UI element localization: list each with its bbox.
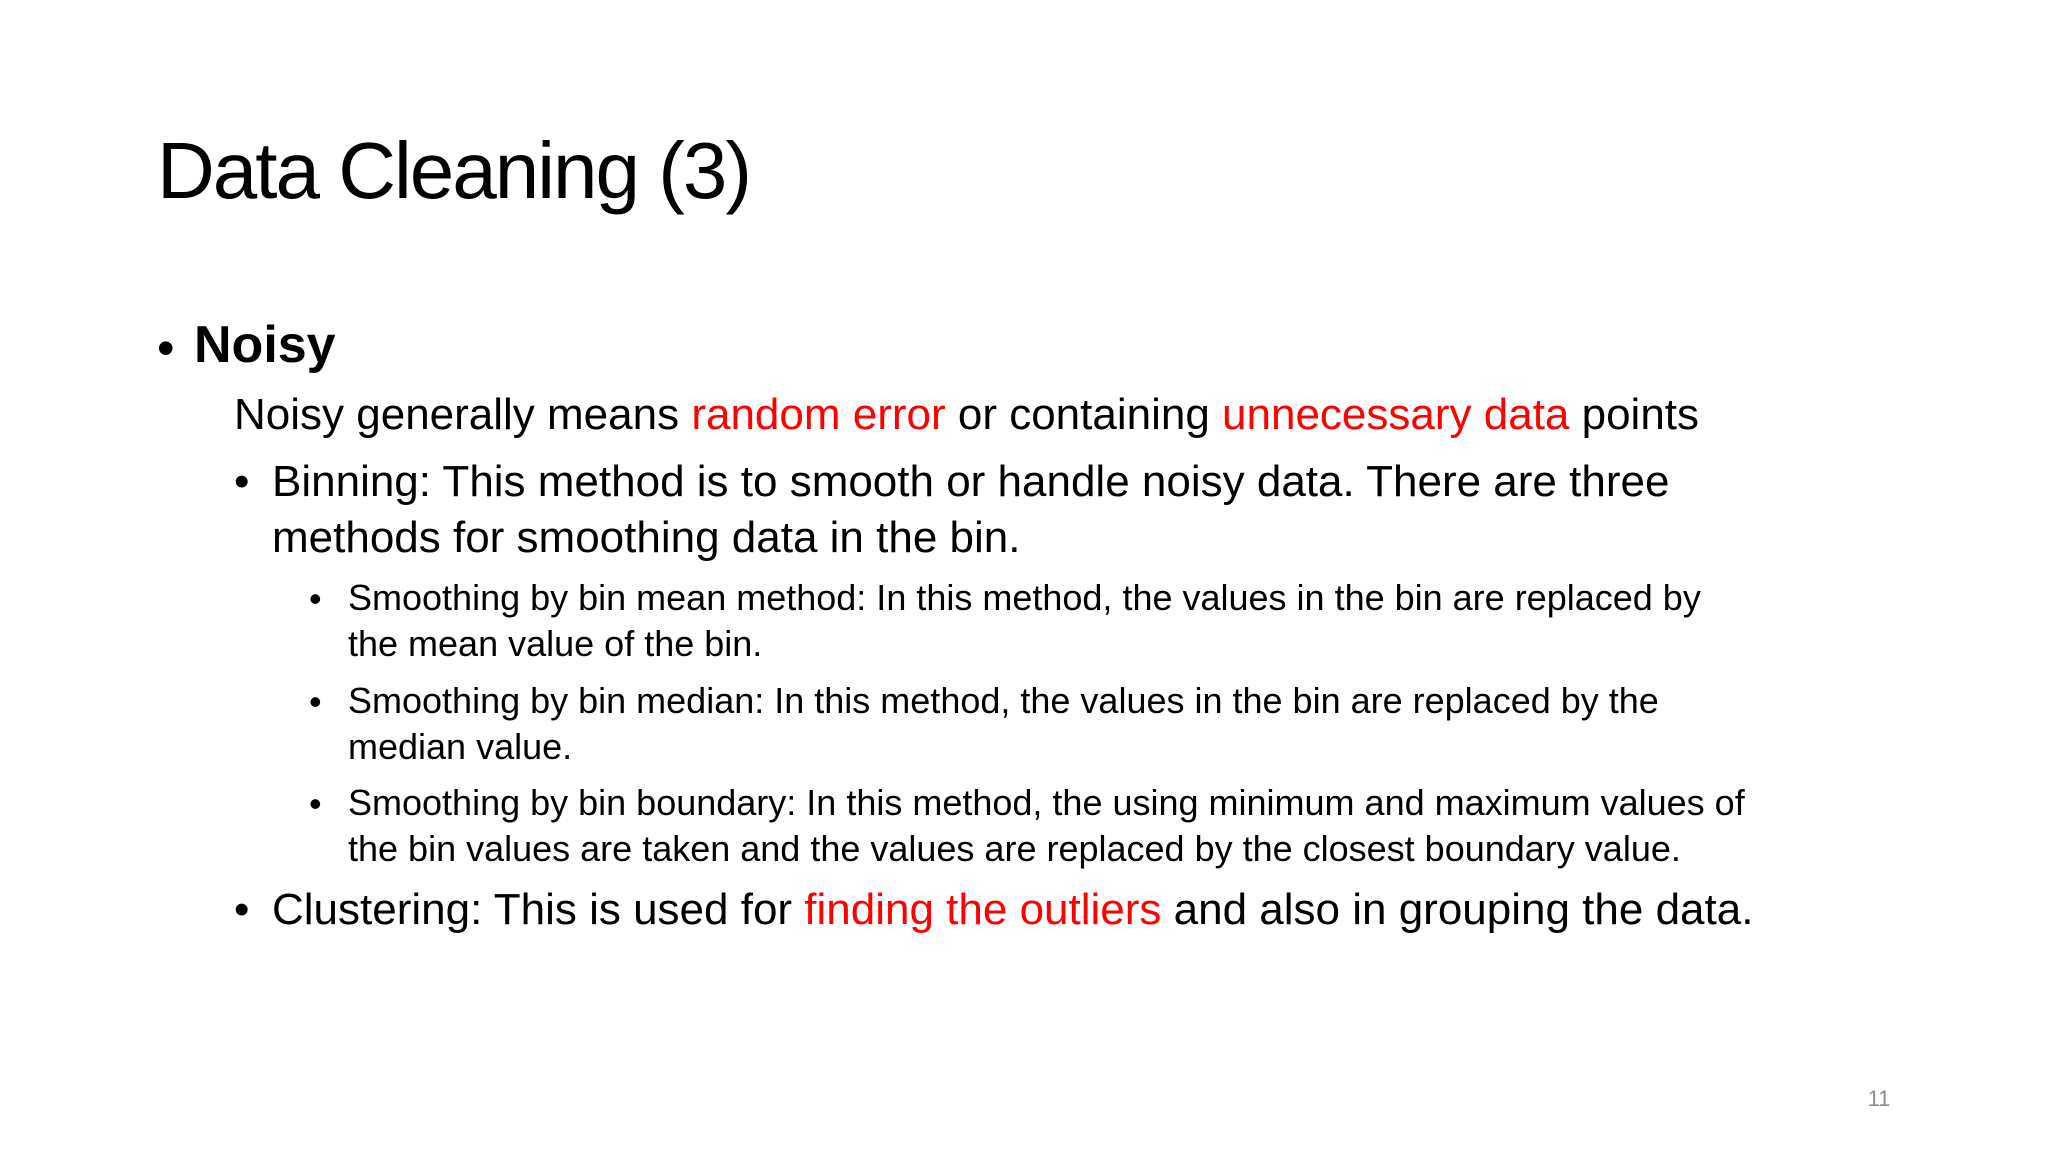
smoothing-mean-line-2: the mean value of the bin. xyxy=(348,623,763,664)
clustering-line xyxy=(272,882,1753,938)
clustering-text: Clustering: This is used for xyxy=(272,885,805,934)
smoothing-mean-line-1: Smoothing by bin mean method: In this method, the values in the bin are replaced by xyxy=(348,577,1701,618)
smoothing-boundary-line-2: the bin values are taken and the values are replaced by the closest boundary value. xyxy=(348,828,1681,869)
slide-title: Data Cleaning (3) xyxy=(157,126,750,215)
section-heading: Noisy xyxy=(194,316,336,374)
bullet-icon: • xyxy=(157,320,175,376)
clustering-text: and also in grouping the data. xyxy=(1161,885,1754,934)
bullet-icon: • xyxy=(309,783,322,824)
page-number: 11 xyxy=(1867,1086,1891,1111)
highlight-random-error: random error xyxy=(691,390,946,439)
bullet-icon: • xyxy=(309,681,322,722)
highlight-finding-outliers: finding the outliers xyxy=(804,885,1162,934)
bullet-icon: • xyxy=(234,457,250,506)
definition-text: points xyxy=(1569,390,1700,439)
bullet-icon: • xyxy=(234,885,250,934)
smoothing-median-line-2: median value. xyxy=(348,726,573,767)
highlight-unnecessary-data: unnecessary data xyxy=(1222,390,1570,439)
definition-text: or containing xyxy=(945,390,1223,439)
binning-line-1: Binning: This method is to smooth or handle noisy data. There are three xyxy=(272,457,1670,506)
smoothing-boundary-line-1: Smoothing by bin boundary: In this method, the using minimum and maximum values of xyxy=(348,782,1745,823)
definition-paragraph xyxy=(234,388,1699,442)
smoothing-median-line-1: Smoothing by bin median: In this method, the values in the bin are replaced by the xyxy=(348,680,1659,721)
binning-line-2: methods for smoothing data in the bin. xyxy=(272,513,1021,562)
definition-text: Noisy generally means xyxy=(234,390,692,439)
bullet-icon: • xyxy=(309,578,322,619)
